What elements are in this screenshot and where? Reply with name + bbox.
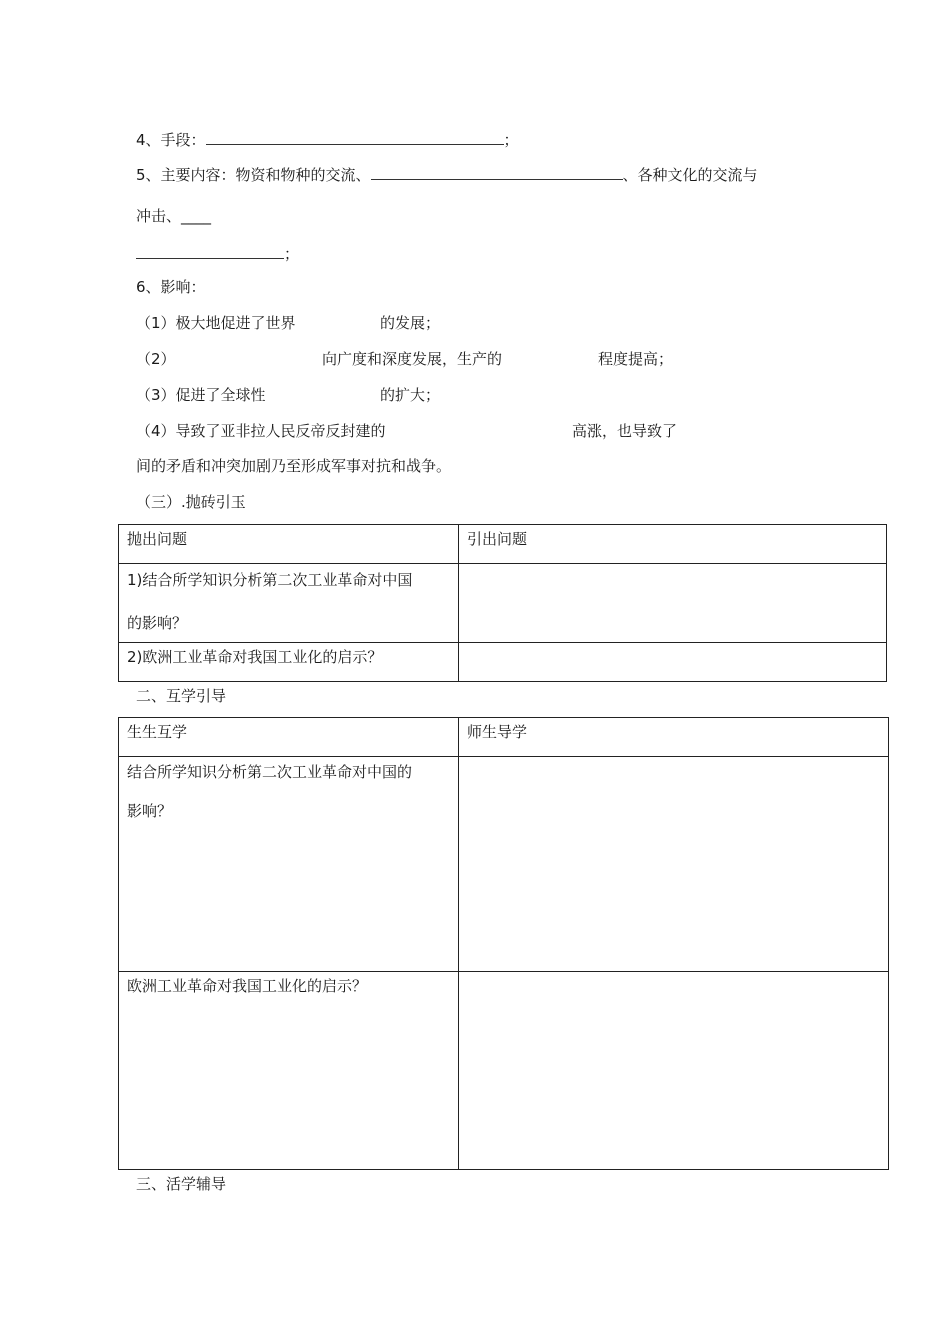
section-three-heading: （三）.抛砖引玉 [136,493,246,511]
impact-p2-a: （2） [136,350,176,368]
mutual-answer-2[interactable] [459,972,889,1170]
mutual-table [118,717,889,1170]
means-end: ； [503,131,519,149]
mutual-header-col2: 师生导学 [459,718,889,757]
brick-question-1: 1)结合所学知识分析第二次工业革命对中国 的影响？ [119,564,459,643]
content-blank-2[interactable] [136,242,284,259]
means-label: 4、手段： [136,131,206,149]
content-end: ； [284,245,300,263]
brick-question-2: 2)欧洲工业革命对我国工业化的启示？ [119,643,459,682]
impact-p2-b: 向广度和深度发展，生产的 [322,350,503,368]
mutual-heading: 二、互学引导 [136,687,227,705]
brick-header-col2: 引出问题 [459,525,887,564]
content-line2: 冲击、____ [136,207,212,225]
footer-heading: 三、活学辅导 [136,1175,227,1193]
impact-p1-a: （1）极大地促进了世界 [136,314,296,332]
content-label: 5、主要内容：物资和物种的交流、 [136,166,371,184]
brick-answer-2[interactable] [459,643,887,682]
brick-answer-1[interactable] [459,564,887,643]
impact-title: 6、影响： [136,278,206,296]
means-blank[interactable] [206,128,504,145]
content-middle: 、各种文化的交流与 [622,166,758,184]
mutual-question-1: 结合所学知识分析第二次工业革命对中国的 影响？ [119,757,459,972]
impact-p4-a: （4）导致了亚非拉人民反帝反封建的 [136,422,386,440]
mutual-question-2: 欧洲工业革命对我国工业化的启示？ [119,972,459,1170]
impact-p4-b: 高涨，也导致了 [572,422,678,440]
impact-p3-a: （3）促进了全球性 [136,386,266,404]
impact-p3-b: 的扩大； [380,386,441,404]
item-means [136,128,519,150]
impact-p2-c: 程度提高； [598,350,674,368]
content-blank-1[interactable] [371,163,623,180]
brick-table [118,524,887,682]
item-content [136,163,758,185]
impact-p1-b: 的发展； [380,314,441,332]
brick-header-col1: 抛出问题 [119,525,459,564]
impact-p4-line2: 间的矛盾和冲突加剧乃至形成军事对抗和战争。 [136,457,452,475]
mutual-answer-1[interactable] [459,757,889,972]
content-line3 [136,242,299,264]
mutual-header-col1: 生生互学 [119,718,459,757]
